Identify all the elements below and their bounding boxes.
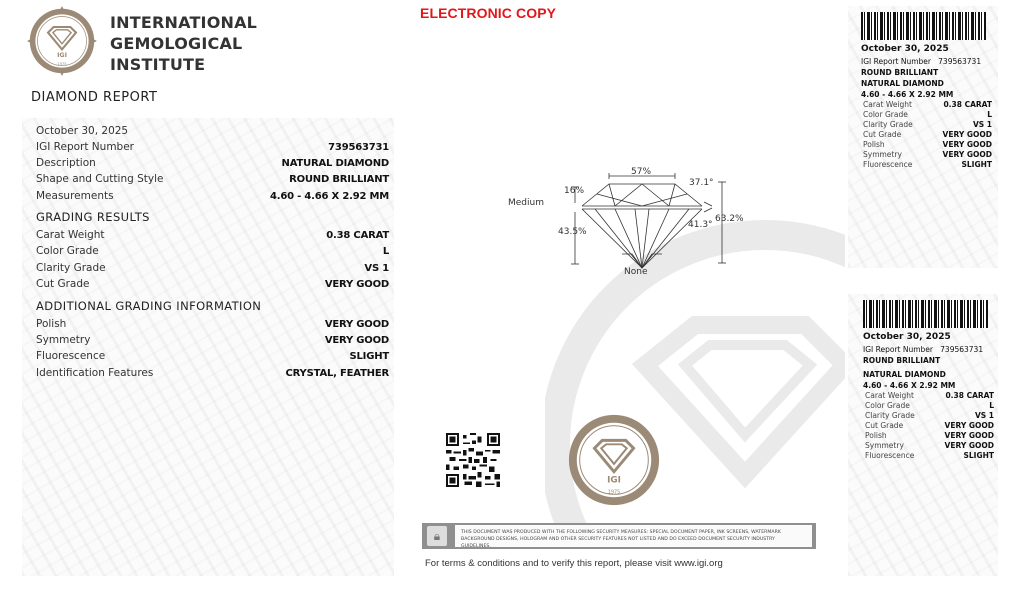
stub-row (863, 140, 992, 150)
stub-row (865, 451, 994, 461)
stub-report-number-value: 739563731 (940, 345, 984, 354)
fluorescence-row (36, 348, 389, 364)
report-title: DIAMOND REPORT (31, 90, 158, 105)
security-notice (422, 523, 816, 549)
stub-value: VS 1 (974, 411, 994, 420)
field-label: Polish (36, 318, 67, 330)
stub-date: October 30, 2025 (863, 332, 951, 342)
stub-value: VERY GOOD (944, 441, 994, 450)
brand-line-2: GEMOLOGICAL (110, 34, 243, 53)
stub-description: NATURAL DIAMOND (861, 79, 944, 88)
stub-label: Clarity Grade (865, 411, 915, 420)
field-value: SLIGHT (349, 350, 389, 362)
stub-value: VERY GOOD (944, 421, 994, 430)
stub-value: VERY GOOD (942, 140, 992, 149)
stub-shape: ROUND BRILLIANT (861, 68, 939, 77)
grading-results-heading: GRADING RESULTS (36, 210, 150, 224)
report-stub-1 (848, 12, 998, 170)
igi-seal-icon (565, 411, 663, 509)
stub-value: VS 1 (972, 120, 992, 129)
lock-icon: 🔒︎ (427, 526, 447, 546)
stub-row (863, 150, 992, 160)
stub-label: Clarity Grade (863, 120, 913, 129)
stub-shape: ROUND BRILLIANT (863, 356, 941, 365)
stub-report-number-label: IGI Report Number (863, 345, 933, 354)
report-date-row (36, 123, 389, 139)
brand-line-3: INSTITUTE (110, 55, 206, 74)
stub-label: Fluorescence (863, 160, 913, 169)
field-label: Clarity Grade (36, 262, 106, 274)
additional-info-heading: ADDITIONAL GRADING INFORMATION (36, 299, 262, 313)
field-value: 739563731 (328, 141, 389, 153)
stub-measurements: 4.60 - 4.66 X 2.92 MM (863, 381, 956, 390)
barcode-icon (863, 300, 988, 328)
stub-label: Symmetry (863, 150, 902, 159)
field-label: Carat Weight (36, 229, 105, 241)
description-row (36, 155, 389, 171)
field-label: Measurements (36, 190, 114, 202)
total-depth: 63.2% (715, 214, 744, 224)
identification-features-row (36, 365, 389, 381)
brand-name (110, 12, 257, 75)
stub-row (863, 160, 992, 170)
symmetry-row (36, 332, 389, 348)
stub-value: 0.38 CARAT (945, 391, 994, 400)
field-value: ROUND BRILLIANT (289, 173, 389, 185)
field-label: Shape and Cutting Style (36, 173, 164, 185)
field-label: Description (36, 157, 96, 169)
stub-value: SLIGHT (963, 451, 994, 460)
field-value: 0.38 CARAT (326, 229, 389, 241)
stub-label: Color Grade (865, 401, 910, 410)
stub-value: 0.38 CARAT (943, 100, 992, 109)
pavilion-angle: 41.3° (688, 220, 713, 230)
seal-year: 1975 (607, 489, 621, 496)
field-label: Symmetry (36, 334, 91, 346)
stub-description: NATURAL DIAMOND (863, 370, 946, 379)
stub-row (865, 431, 994, 441)
stub-value: L (989, 401, 994, 410)
field-label: Color Grade (36, 245, 99, 257)
field-value: VERY GOOD (324, 318, 389, 330)
brand-line-1: INTERNATIONAL (110, 13, 258, 32)
qr-code-icon[interactable] (445, 433, 501, 487)
table-percent: 57% (631, 167, 652, 177)
field-label: Cut Grade (36, 278, 90, 290)
stub-report-number (863, 344, 1000, 355)
measurements-row (36, 188, 389, 204)
crown-height: 16% (564, 186, 585, 196)
field-value: VERY GOOD (324, 278, 389, 290)
report-date: October 30, 2025 (36, 125, 129, 137)
stub-report-number-value: 739563731 (938, 57, 982, 66)
stub-value: VERY GOOD (942, 130, 992, 139)
stub-row (865, 391, 994, 401)
proportions-diagram (505, 160, 745, 280)
stub-row (865, 441, 994, 451)
stub-label: Color Grade (863, 110, 908, 119)
report-stub-2 (850, 300, 1000, 461)
field-value: CRYSTAL, FEATHER (285, 367, 389, 379)
svg-text:IGI: IGI (57, 52, 67, 60)
field-value: VERY GOOD (324, 334, 389, 346)
stub-label: Cut Grade (863, 130, 902, 139)
stub-row (863, 130, 992, 140)
terms-link-text[interactable]: For terms & conditions and to verify this report, please visit www.igi.org (425, 558, 723, 569)
stub-row (863, 110, 992, 120)
color-row (36, 243, 389, 259)
stub-value: L (987, 110, 992, 119)
stub-report-number (861, 56, 998, 67)
stub-row (863, 120, 992, 130)
seal-mark: IGI (607, 475, 621, 486)
stub-value: VERY GOOD (944, 431, 994, 440)
stub-label: Polish (863, 140, 885, 149)
stub-value: VERY GOOD (942, 150, 992, 159)
stub-report-number-label: IGI Report Number (861, 57, 931, 66)
field-label: IGI Report Number (36, 141, 134, 153)
shape-row (36, 171, 389, 187)
clarity-row (36, 260, 389, 276)
cut-row (36, 276, 389, 292)
girdle-thickness: Medium (508, 198, 544, 208)
stub-row (865, 411, 994, 421)
field-label: Fluorescence (36, 350, 106, 362)
security-text: THIS DOCUMENT WAS PRODUCED WITH THE FOLLOWING SECURITY MEASURES: SPECIAL DOCUMENT PAPER, INK SCREENS, WATERMARK BACKGROUND DESIGNS, HOLOGRAM AND OTHER SECURITY FEATURES NOT LISTED AND DO EXCEED DOCUMENT SECURITY INDUSTRY GUIDELINES. (455, 525, 812, 547)
stub-label: Fluorescence (865, 451, 915, 460)
field-value: L (382, 245, 389, 257)
stub-label: Polish (865, 431, 887, 440)
report-number-row (36, 139, 389, 155)
stub-label: Carat Weight (865, 391, 914, 400)
barcode-icon (861, 12, 986, 40)
stub-label: Cut Grade (865, 421, 904, 430)
polish-row (36, 316, 389, 332)
stub-label: Symmetry (865, 441, 904, 450)
stub-row (863, 100, 992, 110)
stub-value: SLIGHT (961, 160, 992, 169)
crown-angle: 37.1° (689, 178, 714, 188)
pavilion-depth: 43.5% (558, 227, 587, 237)
stub-row (865, 401, 994, 411)
stub-date: October 30, 2025 (861, 44, 949, 54)
svg-text:1975: 1975 (57, 61, 67, 66)
stub-label: Carat Weight (863, 100, 912, 109)
stub-row (865, 421, 994, 431)
field-value: NATURAL DIAMOND (281, 157, 389, 169)
field-value: VS 1 (364, 262, 389, 274)
igi-seal-logo-icon (27, 6, 97, 76)
stub-measurements: 4.60 - 4.66 X 2.92 MM (861, 90, 954, 99)
field-label: Identification Features (36, 367, 154, 379)
electronic-copy-label: ELECTRONIC COPY (420, 5, 557, 21)
field-value: 4.60 - 4.66 X 2.92 MM (270, 190, 389, 202)
culet-size: None (624, 267, 648, 277)
carat-row (36, 227, 389, 243)
